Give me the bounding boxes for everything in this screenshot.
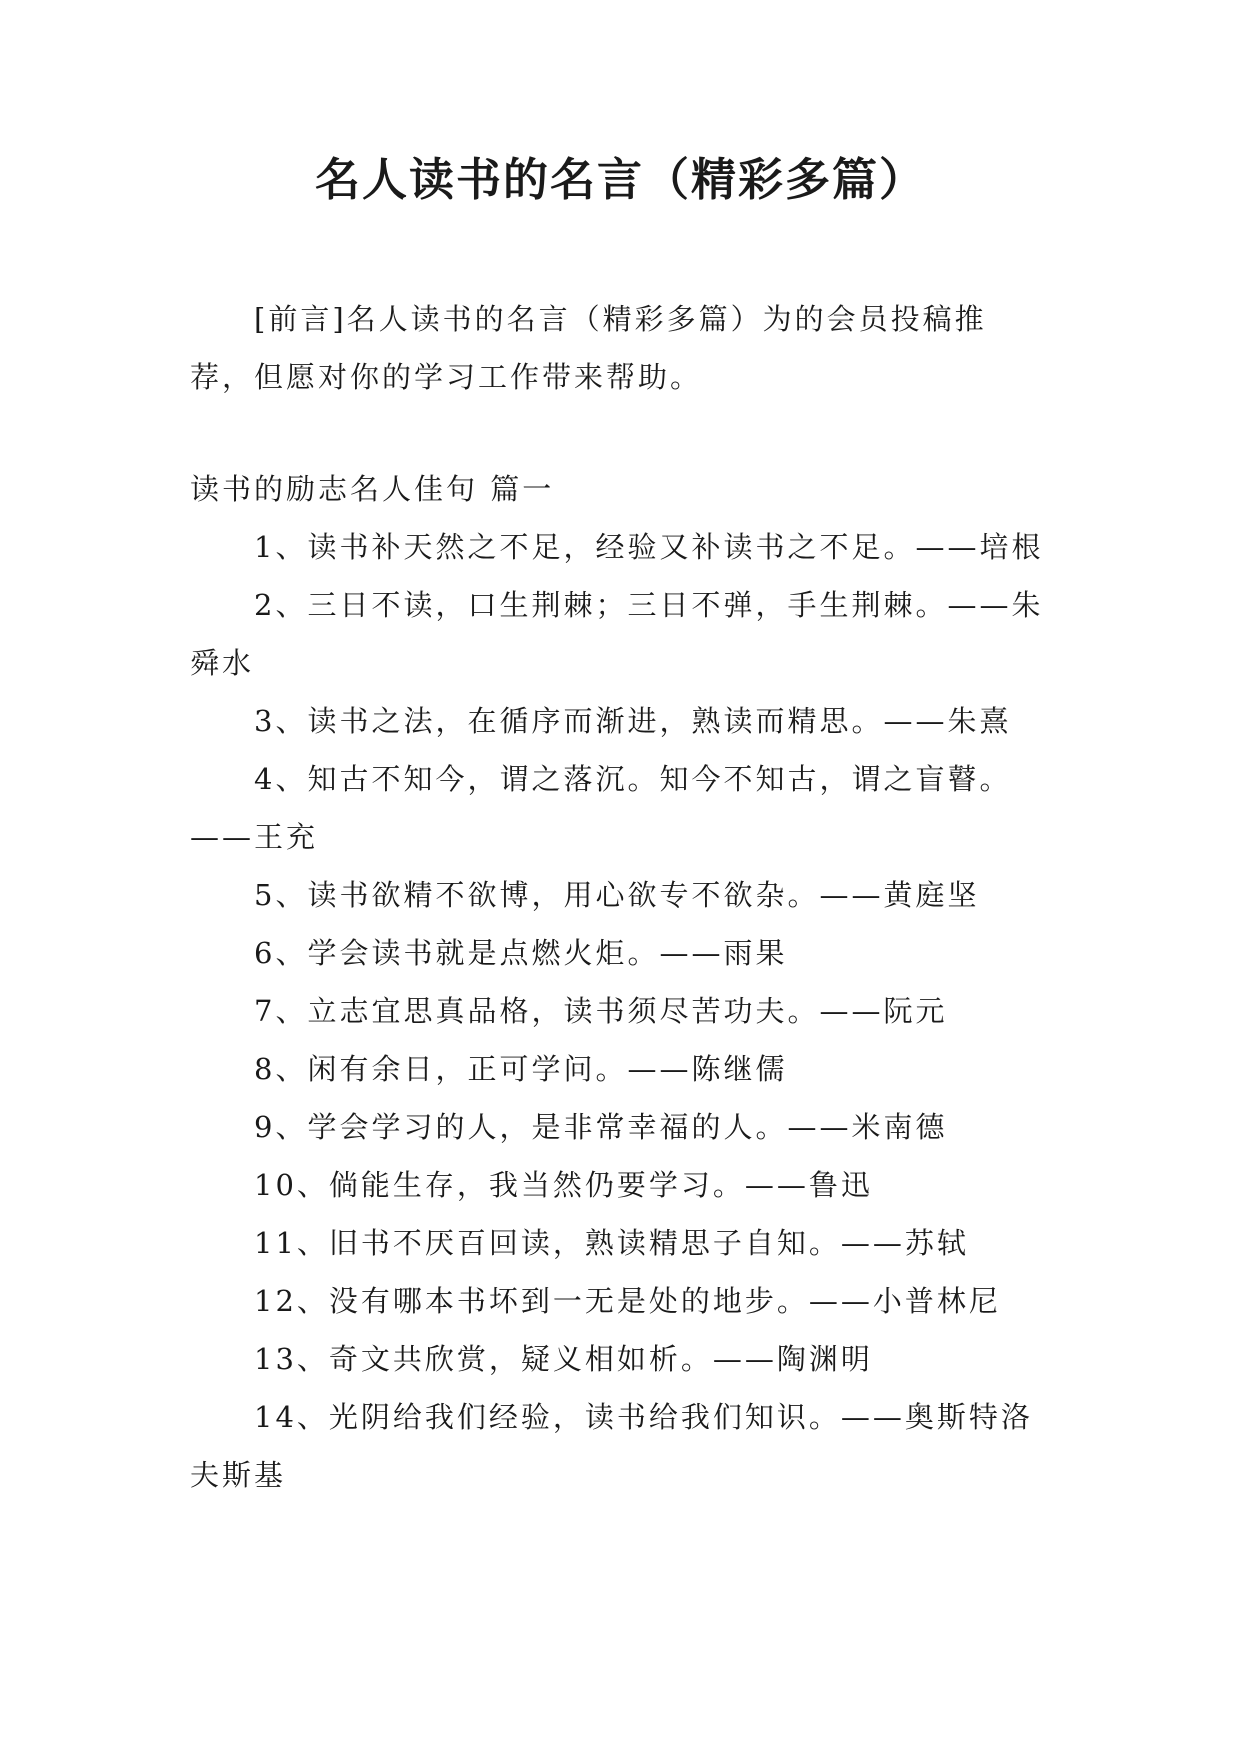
- quote-item: 10、倘能生存，我当然仍要学习。——鲁迅: [254, 1168, 873, 1202]
- quote-item: 13、奇文共欣赏，疑义相如析。——陶渊明: [254, 1342, 873, 1376]
- quote-item: 1、读书补天然之不足，经验又补读书之不足。——培根: [254, 530, 1044, 564]
- quote-item: 2、三日不读，口生荆棘；三日不弹，手生荆棘。——朱舜水: [190, 588, 1044, 680]
- quote-item: 14、光阴给我们经验，读书给我们知识。——奥斯特洛夫斯基: [190, 1400, 1033, 1492]
- quote-item: 12、没有哪本书坏到一无是处的地步。——小普林尼: [254, 1284, 1001, 1318]
- document-title: 名人读书的名言（精彩多篇）: [314, 153, 926, 206]
- quote-item: 5、读书欲精不欲博，用心欲专不欲杂。——黄庭坚: [254, 878, 980, 912]
- preface-paragraph: [前言]名人读书的名言（精彩多篇）为的会员投稿推荐，但愿对你的学习工作带来帮助。: [190, 302, 987, 394]
- quote-item: 7、立志宜思真品格，读书须尽苦功夫。——阮元: [254, 994, 948, 1028]
- section-heading: 读书的励志名人佳句 篇一: [190, 472, 555, 506]
- quote-item: 6、学会读书就是点燃火炬。——雨果: [254, 936, 788, 970]
- quote-item: 3、读书之法，在循序而渐进，熟读而精思。——朱熹: [254, 704, 1012, 738]
- section-one: [190, 460, 1050, 1504]
- quote-item: 11、旧书不厌百回读，熟读精思子自知。——苏轼: [254, 1226, 969, 1260]
- quote-item: 4、知古不知今，谓之落沉。知今不知古，谓之盲瞽。——王充: [190, 762, 1012, 854]
- quote-list: [190, 518, 1050, 1504]
- quote-item: 8、闲有余日，正可学问。——陈继儒: [254, 1052, 788, 1086]
- quote-item: 9、学会学习的人，是非常幸福的人。——米南德: [254, 1110, 948, 1144]
